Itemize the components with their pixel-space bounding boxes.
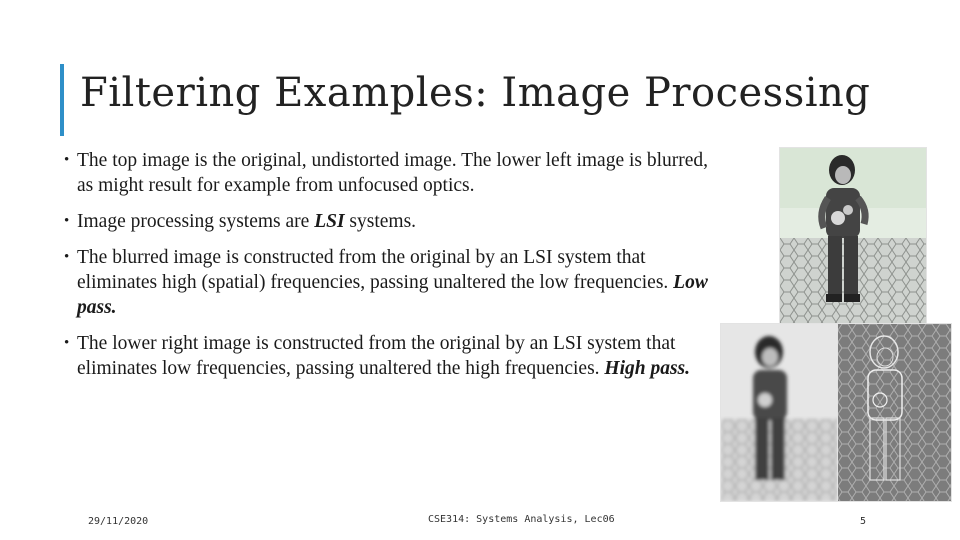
footer-page-number: 5 [860, 516, 867, 527]
slide-title: Filtering Examples: Image Processing [80, 70, 871, 116]
original-image-graphic [780, 148, 926, 324]
highpass-image-graphic [838, 324, 951, 501]
blurred-image [720, 323, 839, 502]
bullet-dot: • [64, 249, 70, 265]
footer-date: 29/11/2020 [88, 516, 149, 527]
bullet-list [64, 148, 724, 392]
highpass-image [837, 323, 952, 502]
bullet-text: The blurred image is constructed from the original by an LSI system that eliminates high (spatial) frequencies, passing unaltered the low frequencies. [77, 247, 674, 293]
footer-course: CSE314: Systems Analysis, Lec06 [428, 514, 615, 525]
blurred-image-graphic [721, 324, 838, 501]
bullet-emphasis: High pass. [604, 358, 691, 379]
bullet-text: systems. [344, 211, 417, 232]
bullet-item [64, 148, 724, 198]
bullet-dot: • [64, 335, 70, 351]
bullet-item [64, 331, 724, 381]
bullet-emphasis: LSI [314, 211, 345, 232]
bullet-item [64, 245, 724, 320]
bullet-text: The top image is the original, undistorted image. The lower left image is blurred, as might result for example from unfocused optics. [77, 150, 709, 196]
bullet-text: The lower right image is constructed from the original by an LSI system that eliminates low frequencies, passing unaltered the high frequencies. [77, 333, 676, 379]
bullet-emphasis: Low pass. [77, 272, 708, 318]
bullet-item [64, 209, 724, 234]
title-accent-bar [60, 64, 64, 136]
bullet-dot: • [64, 152, 70, 168]
bullet-text: Image processing systems are [77, 211, 315, 232]
bullet-dot: • [64, 213, 70, 229]
original-image [779, 147, 927, 325]
